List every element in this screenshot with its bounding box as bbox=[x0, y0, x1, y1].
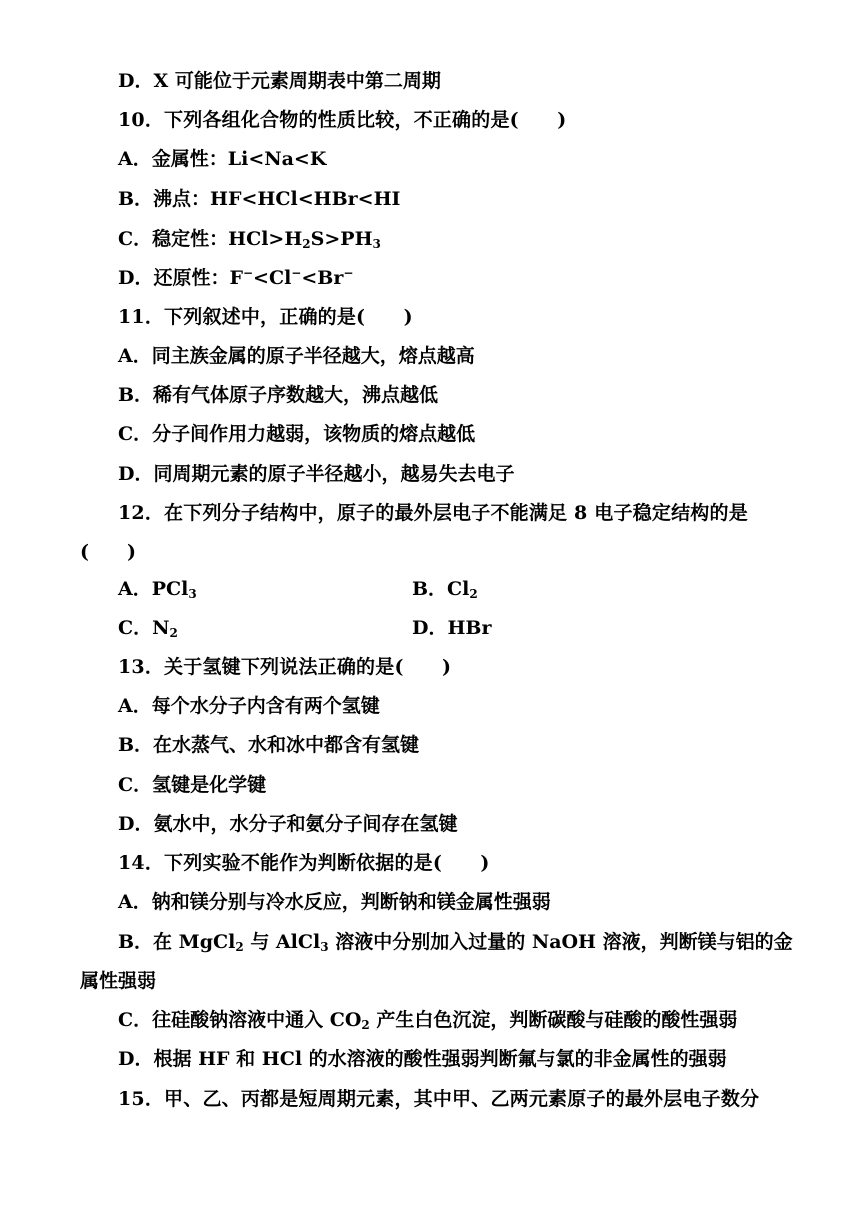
q12-stem-continued: ( ) bbox=[80, 541, 136, 563]
q10-option-c: C．稳定性：$HCl>H_2S>PH_3$ bbox=[118, 228, 381, 251]
q11-option-c: C．分子间作用力越弱，该物质的熔点越低 bbox=[118, 423, 476, 445]
q10-stem: 10．下列各组化合物的性质比较，不正确的是( ) bbox=[118, 109, 567, 131]
q12-stem: 12．在下列分子结构中，原子的最外层电子不能满足 8 电子稳定结构的是 bbox=[118, 502, 748, 524]
q14-option-a: A．钠和镁分别与冷水反应，判断钠和镁金属性强弱 bbox=[118, 891, 551, 913]
q14-option-c: C．往硅酸钠溶液中通入 $CO_2$ 产生白色沉淀，判断碳酸与硅酸的酸性强弱 bbox=[118, 1009, 738, 1032]
q11-option-b: B．稀有气体原子序数越大，沸点越低 bbox=[118, 384, 439, 406]
q15-stem: 15．甲、乙、丙都是短周期元素，其中甲、乙两元素原子的最外层电子数分 bbox=[118, 1088, 760, 1110]
q10-option-d: D．还原性：F−<Cl−<Br− bbox=[118, 266, 354, 289]
q10-option-a: A．金属性：Li<Na<K bbox=[118, 148, 327, 170]
q12-option-a: A．PCl$_3$ bbox=[118, 578, 197, 601]
q9-option-d: D．X 可能位于元素周期表中第二周期 bbox=[118, 70, 441, 92]
q14-option-b-continued: 属性强弱 bbox=[80, 970, 157, 992]
q14-option-d: D．根据 HF 和 HCl 的水溶液的酸性强弱判断氟与氯的非金属性的强弱 bbox=[118, 1048, 727, 1070]
q13-option-a: A．每个水分子内含有两个氢键 bbox=[118, 695, 380, 717]
q12-option-d: D．HBr bbox=[412, 617, 492, 639]
q12-option-b: B．$Cl_2$ bbox=[412, 578, 478, 601]
q11-option-a: A．同主族金属的原子半径越大，熔点越高 bbox=[118, 345, 475, 367]
q13-option-c: C．氢键是化学键 bbox=[118, 774, 267, 796]
q11-stem: 11．下列叙述中，正确的是( ) bbox=[118, 306, 413, 328]
q10-option-b: B．沸点：HF<HCl<HBr<HI bbox=[118, 188, 401, 210]
q12-option-c: C．$N_2$ bbox=[118, 617, 178, 640]
q13-stem: 13．关于氢键下列说法正确的是( ) bbox=[118, 656, 452, 678]
q14-stem: 14．下列实验不能作为判断依据的是( ) bbox=[118, 852, 490, 874]
q11-option-d: D．同周期元素的原子半径越小，越易失去电子 bbox=[118, 463, 515, 485]
q14-option-b: B．在 MgCl$_2$ 与 AlCl$_3$ 溶液中分别加入过量的 NaOH 溶液，判断镁与铝的金 bbox=[118, 931, 793, 954]
q13-option-b: B．在水蒸气、水和冰中都含有氢键 bbox=[118, 734, 420, 756]
q13-option-d: D．氨水中，水分子和氨分子间存在氢键 bbox=[118, 813, 458, 835]
